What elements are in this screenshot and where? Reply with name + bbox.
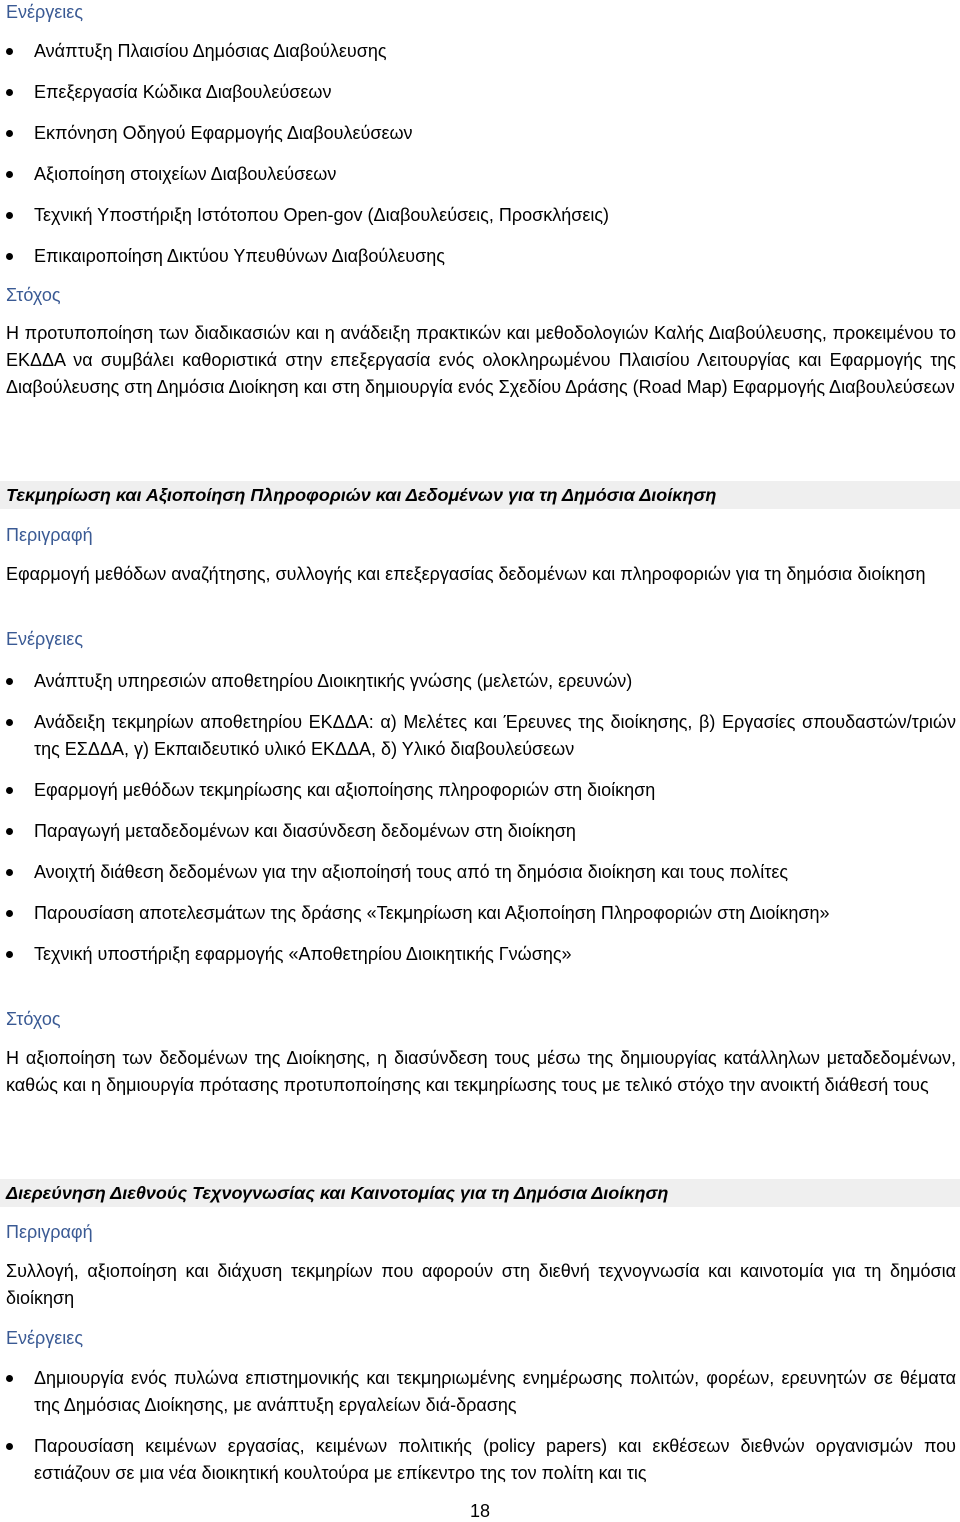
section-a-actions-list: [0, 38, 960, 270]
section-b-goal-label: Στόχος: [6, 1009, 61, 1029]
list-item: Παρουσίαση κειμένων εργασίας, κειμένων πολιτικής (policy papers) και εκθέσεων διεθνών οργανισμών που εστιάζουν σε μια νέα διοικητική κουλτούρα με επίκεντρο της τον πολίτη και τις: [0, 1433, 960, 1487]
bullet-icon: [6, 910, 13, 917]
section-c-actions-label: Ενέργειες: [6, 1328, 83, 1348]
list-item: Ανοιχτή διάθεση δεδομένων για την αξιοποίησή τους από τη δημόσια διοίκηση και τους πολίτες: [0, 859, 960, 886]
bullet-icon: [6, 869, 13, 876]
list-item: Παραγωγή μεταδεδομένων και διασύνδεση δεδομένων στη διοίκηση: [0, 818, 960, 845]
list-item: Ανάπτυξη υπηρεσιών αποθετηρίου Διοικητικής γνώσης (μελετών, ερευνών): [0, 668, 960, 695]
list-item: Τεχνική Υποστήριξη Ιστότοπου Open-gov (Διαβουλεύσεις, Προσκλήσεις): [0, 202, 960, 229]
section-b-goal-text: Η αξιοποίηση των δεδομένων της Διοίκησης, η διασύνδεση τους μέσω της δημιουργίας κατάλληλων μεταδεδομένων, καθώς και η δημιουργία πρότασης προτυποποίησης και τεκμηρίωσης τους με τελικό στόχο την ανοικτή διάθεσή τους: [6, 1048, 956, 1095]
list-item: Επικαιροποίηση Δικτύου Υπευθύνων Διαβούλευσης: [0, 243, 960, 270]
bullet-icon: [6, 1375, 13, 1382]
section-c-description-text: Συλλογή, αξιοποίηση και διάχυση τεκμηρίων που αφορούν στη διεθνή τεχνογνωσία και καινοτομία για τη δημόσια διοίκηση: [6, 1261, 956, 1308]
bullet-icon: [6, 828, 13, 835]
section-c-actions-list: [0, 1365, 960, 1487]
bullet-icon: [6, 719, 13, 726]
section-a-actions-label: Ενέργειες: [6, 2, 83, 22]
section-b-description-text: Εφαρμογή μεθόδων αναζήτησης, συλλογής και επεξεργασίας δεδομένων και πληροφοριών για τη δημόσια διοίκηση: [6, 564, 926, 584]
section-a-goal-label: Στόχος: [6, 285, 61, 305]
section-b-title: Τεκμηρίωση και Αξιοποίηση Πληροφοριών και Δεδομένων για τη Δημόσια Διοίκηση: [0, 481, 960, 509]
section-b-actions-label: Ενέργειες: [6, 629, 83, 649]
list-item: Εφαρμογή μεθόδων τεκμηρίωσης και αξιοποίησης πληροφοριών στη διοίκηση: [0, 777, 960, 804]
bullet-icon: [6, 1443, 13, 1450]
section-b-actions-list: [0, 668, 960, 968]
bullet-icon: [6, 171, 13, 178]
bullet-icon: [6, 48, 13, 55]
bullet-icon: [6, 130, 13, 137]
bullet-icon: [6, 678, 13, 685]
bullet-icon: [6, 212, 13, 219]
page-number: 18: [469, 1501, 491, 1521]
list-item: Αξιοποίηση στοιχείων Διαβουλεύσεων: [0, 161, 960, 188]
list-item: Επεξεργασία Κώδικα Διαβουλεύσεων: [0, 79, 960, 106]
section-b-description-label: Περιγραφή: [6, 525, 93, 545]
list-item: Ανάδειξη τεκμηρίων αποθετηρίου ΕΚΔΔΑ: α) Μελέτες και Έρευνες της διοίκησης, β) Εργασίες σπουδαστών/τριών της ΕΣΔΔΑ, γ) Εκπαιδευτικό υλικό ΕΚΔΔΑ, δ) Υλικό διαβουλεύσεων: [0, 709, 960, 763]
section-a-goal-text: Η προτυποποίηση των διαδικασιών και η ανάδειξη πρακτικών και μεθοδολογιών Καλής Διαβούλευσης, προκειμένου το ΕΚΔΔΑ να συμβάλει καθοριστικά στην επεξεργασία ενός ολοκληρωμένου Πλαισίου Λειτουργίας και Εφαρμογής της Διαβούλευσης στη Δημόσια Διοίκηση και στη δημιουργία ενός Σχεδίου Δράσης (Road Map) Εφαρμογής Διαβουλεύσεων: [6, 323, 956, 397]
bullet-icon: [6, 253, 13, 260]
bullet-icon: [6, 951, 13, 958]
bullet-icon: [6, 787, 13, 794]
list-item: Δημιουργία ενός πυλώνα επιστημονικής και τεκμηριωμένης ενημέρωσης πολιτών, φορέων, ερευνητών σε θέματα της Δημόσιας Διοίκησης, με ανάπτυξη εργαλείων διά-δρασης: [0, 1365, 960, 1419]
bullet-icon: [6, 89, 13, 96]
list-item: Ανάπτυξη Πλαισίου Δημόσιας Διαβούλευσης: [0, 38, 960, 65]
list-item: Παρουσίαση αποτελεσμάτων της δράσης «Τεκμηρίωση και Αξιοποίηση Πληροφοριών στη Διοίκηση»: [0, 900, 960, 927]
section-c-title: Διερεύνηση Διεθνούς Τεχνογνωσίας και Καινοτομίας για τη Δημόσια Διοίκηση: [0, 1179, 960, 1207]
section-c-description-label: Περιγραφή: [6, 1222, 93, 1242]
list-item: Τεχνική υποστήριξη εφαρμογής «Αποθετηρίου Διοικητικής Γνώσης»: [0, 941, 960, 968]
list-item: Εκπόνηση Οδηγού Εφαρμογής Διαβουλεύσεων: [0, 120, 960, 147]
